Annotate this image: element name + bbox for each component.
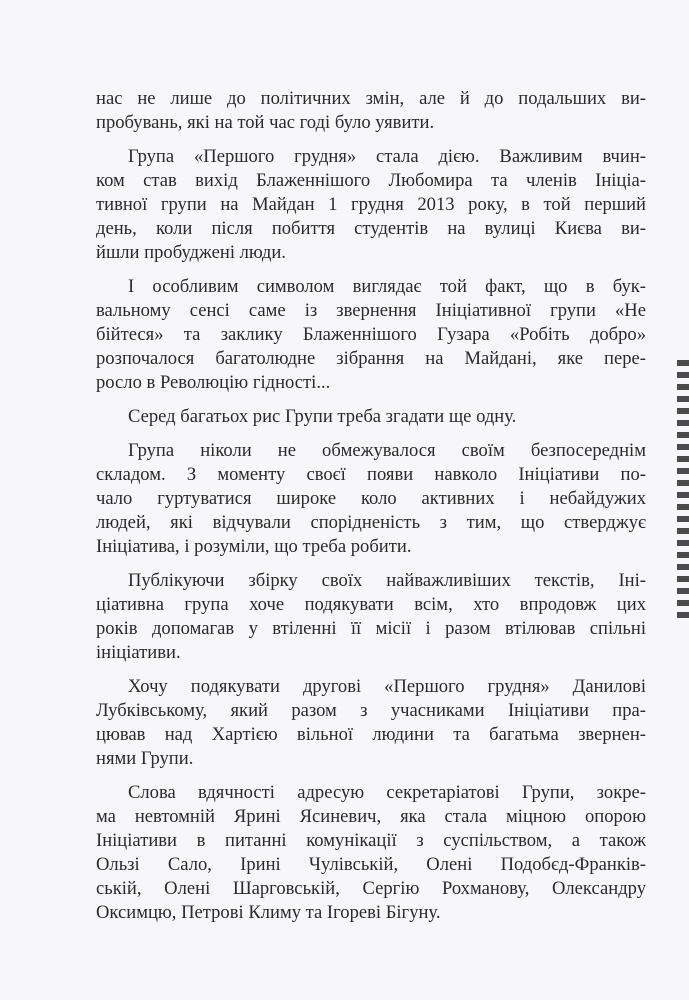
text-line: чало гуртуватися широке коло активних і небайдужих	[96, 488, 646, 509]
text-line: Оксимцю, Петрові Климу та Ігореві Бігуну.	[96, 902, 441, 923]
text-line: Хочу подякувати другові «Першого грудня» Данилові	[128, 676, 646, 697]
text-line: росло в Революцію гідності...	[96, 372, 331, 393]
text-line: Серед багатьох рис Групи треба згадати ще одну.	[128, 406, 517, 427]
paragraph	[96, 675, 646, 771]
paragraph	[96, 405, 646, 429]
text-line: Група ніколи не обмежувалося своїм безпосереднім	[128, 440, 646, 461]
text-line: ма невтомній Ярині Ясиневич, яка стала міцною опорою	[96, 806, 646, 827]
text-line: розпочалося багатолюдне зібрання на Майдані, яке пере-	[96, 348, 646, 369]
text-line: Ользі Сало, Ірині Чулівській, Олені Подобєд-Франків-	[96, 854, 646, 875]
text-line: ціативна група хоче подякувати всім, хто впродовж цих	[96, 594, 646, 615]
text-line: Слова вдячності адресую секретаріатові Групи, зокре-	[128, 782, 646, 803]
text-line: Публікуючи збірку своїх найважливіших текстів, Іні-	[128, 570, 646, 591]
text-line: вальному сенсі саме із звернення Ініціативної групи «Не	[96, 300, 646, 321]
text-line: Ініціативи в питанні комунікації з суспільством, а також	[96, 830, 646, 851]
paragraph	[96, 781, 646, 925]
text-line: людей, які відчували спорідненість з тим, що стверджує	[96, 512, 646, 533]
text-line: день, коли після побиття студентів на вулиці Києва ви-	[96, 218, 646, 239]
page-edge-decoration	[677, 360, 689, 620]
text-line: пробувань, які на той час годі було уявити.	[96, 112, 435, 133]
text-line: Ініціатива, і розуміли, що треба робити.	[96, 536, 412, 557]
paragraph	[96, 569, 646, 665]
text-line: І особливим символом виглядає той факт, що в бук-	[128, 276, 646, 297]
text-line: складом. З моменту своєї появи навколо Ініціативи по-	[96, 464, 646, 485]
text-line: ініціативи.	[96, 642, 181, 663]
text-line: йшли пробуджені люди.	[96, 242, 286, 263]
paragraph	[96, 145, 646, 265]
text-line: ком став вихід Блаженнішого Любомира та членів Ініціа-	[96, 170, 646, 191]
text-line: нями Групи.	[96, 748, 194, 769]
text-line: ській, Олені Шарговській, Сергію Рохманову, Олександру	[96, 878, 646, 899]
text-line: нас не лише до політичних змін, але й до подальших ви-	[96, 88, 646, 109]
paragraph	[96, 275, 646, 395]
text-line: цював над Хартією вільної людини та багатьма звернен-	[96, 724, 646, 745]
text-line: років допомагав у втіленні її місії і разом втілював спільні	[96, 618, 646, 639]
paragraph	[96, 87, 646, 135]
paragraph	[96, 439, 646, 559]
text-line: Група «Першого грудня» стала дією. Важливим вчин-	[128, 146, 646, 167]
text-line: тивної групи на Майдан 1 грудня 2013 року, в той перший	[96, 194, 646, 215]
text-line: бійтеся» та заклику Блаженнішого Гузара «Робіть добро»	[96, 324, 646, 345]
page-body	[96, 87, 646, 935]
text-line: Лубківському, який разом з учасниками Ініціативи пра-	[96, 700, 646, 721]
